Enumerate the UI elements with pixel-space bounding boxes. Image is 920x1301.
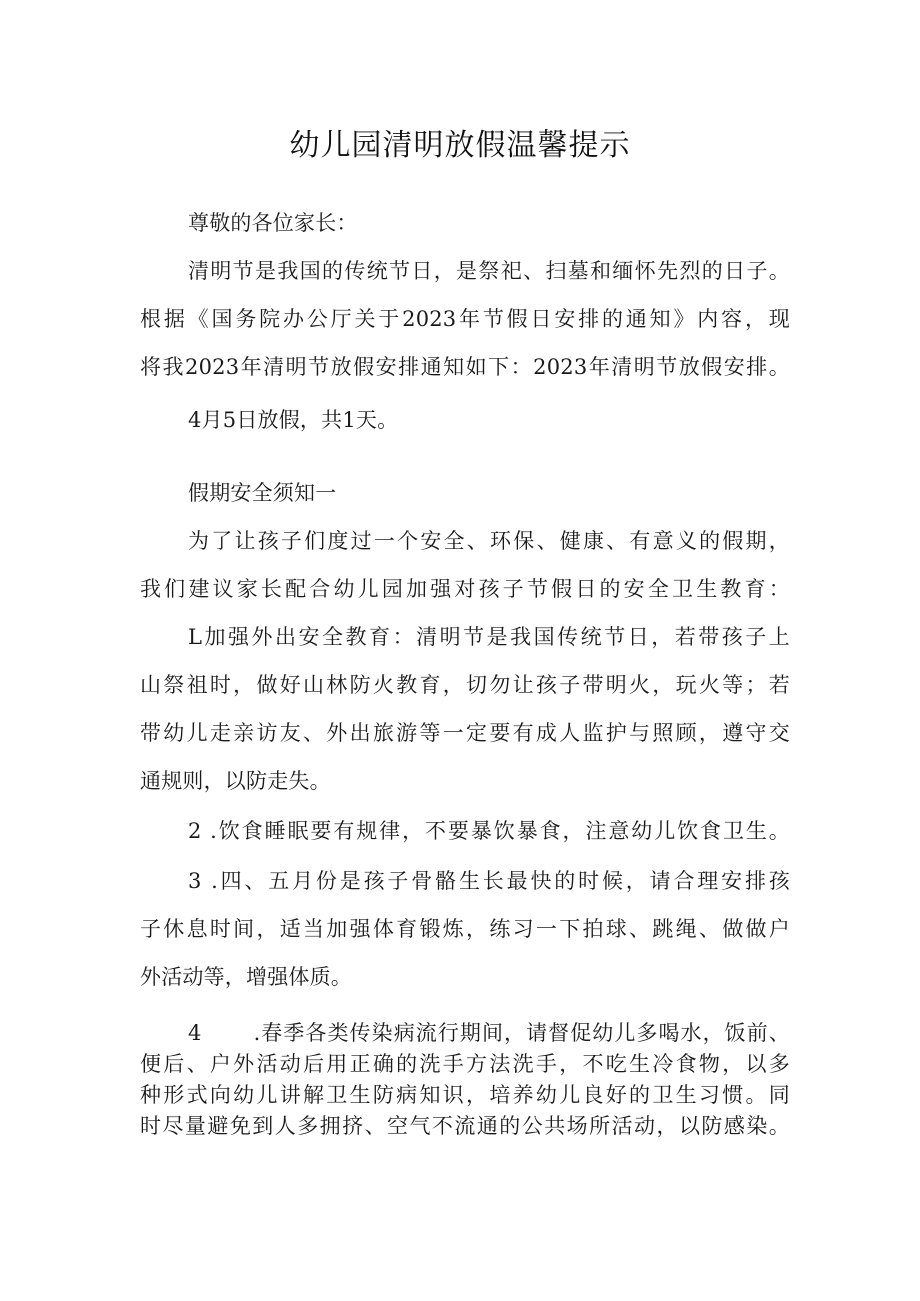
item1-line-1: L加强外出安全教育：清明节是我国传统节日，若带孩子上 xyxy=(188,625,790,649)
item4-line-4: 时尽量避免到人多拥挤、空气不流通的公共场所活动，以防感染。 xyxy=(140,1114,790,1138)
item1-line-2: 山祭祖时，做好山林防火教育，切勿让孩子带明火，玩火等；若 xyxy=(140,673,790,697)
item4-line-2: 便后、户外活动后用正确的洗手方法洗手，不吃生冷食物，以多 xyxy=(140,1052,790,1076)
intro-line-1: 清明节是我国的传统节日，是祭祀、扫墓和缅怀先烈的日子。 xyxy=(188,259,790,283)
safety-heading: 假期安全须知一 xyxy=(188,481,337,505)
holiday-schedule: 4月5日放假，共1天。 xyxy=(188,408,399,432)
item4-number-gap xyxy=(202,1018,254,1048)
page-title: 幼儿园清明放假温馨提示 xyxy=(289,128,631,163)
item1-line-3: 带幼儿走亲访友、外出旅游等一定要有成人监护与照顾，遵守交 xyxy=(140,721,790,745)
item3-line-3: 外活动等，增强体质。 xyxy=(140,965,352,989)
intro-line-2: 根据《国务院办公厅关于2023年节假日安排的通知》内容，现 xyxy=(140,307,790,331)
item4-line-1-text: .春季各类传染病流行期间，请督促幼儿多喝水，饭前、 xyxy=(253,1021,790,1045)
item4-number: 4 xyxy=(188,1021,202,1045)
item3-line-2: 子休息时间，适当加强体育锻炼，练习一下拍球、跳绳、做做户 xyxy=(140,917,790,941)
item4-line-3: 种形式向幼儿讲解卫生防病知识，培养幼儿良好的卫生习惯。同 xyxy=(140,1083,790,1107)
item1-line-4: 通规则，以防走失。 xyxy=(140,769,331,793)
safety-intro-line-1: 为了让孩子们度过一个安全、环保、健康、有意义的假期， xyxy=(188,529,790,553)
item2-line-1: 2 .饮食睡眠要有规律，不要暴饮暴食，注意幼儿饮食卫生。 xyxy=(188,819,790,843)
item3-line-1: 3 .四、五月份是孩子骨骼生长最快的时候，请合理安排孩 xyxy=(188,869,790,893)
intro-line-3: 将我2023年清明节放假安排通知如下：2023年清明节放假安排。 xyxy=(140,355,790,379)
greeting: 尊敬的各位家长： xyxy=(188,211,358,235)
item4-line-1 xyxy=(188,1018,790,1048)
safety-intro-line-2: 我们建议家长配合幼儿园加强对孩子节假日的安全卫生教育： xyxy=(140,577,790,601)
